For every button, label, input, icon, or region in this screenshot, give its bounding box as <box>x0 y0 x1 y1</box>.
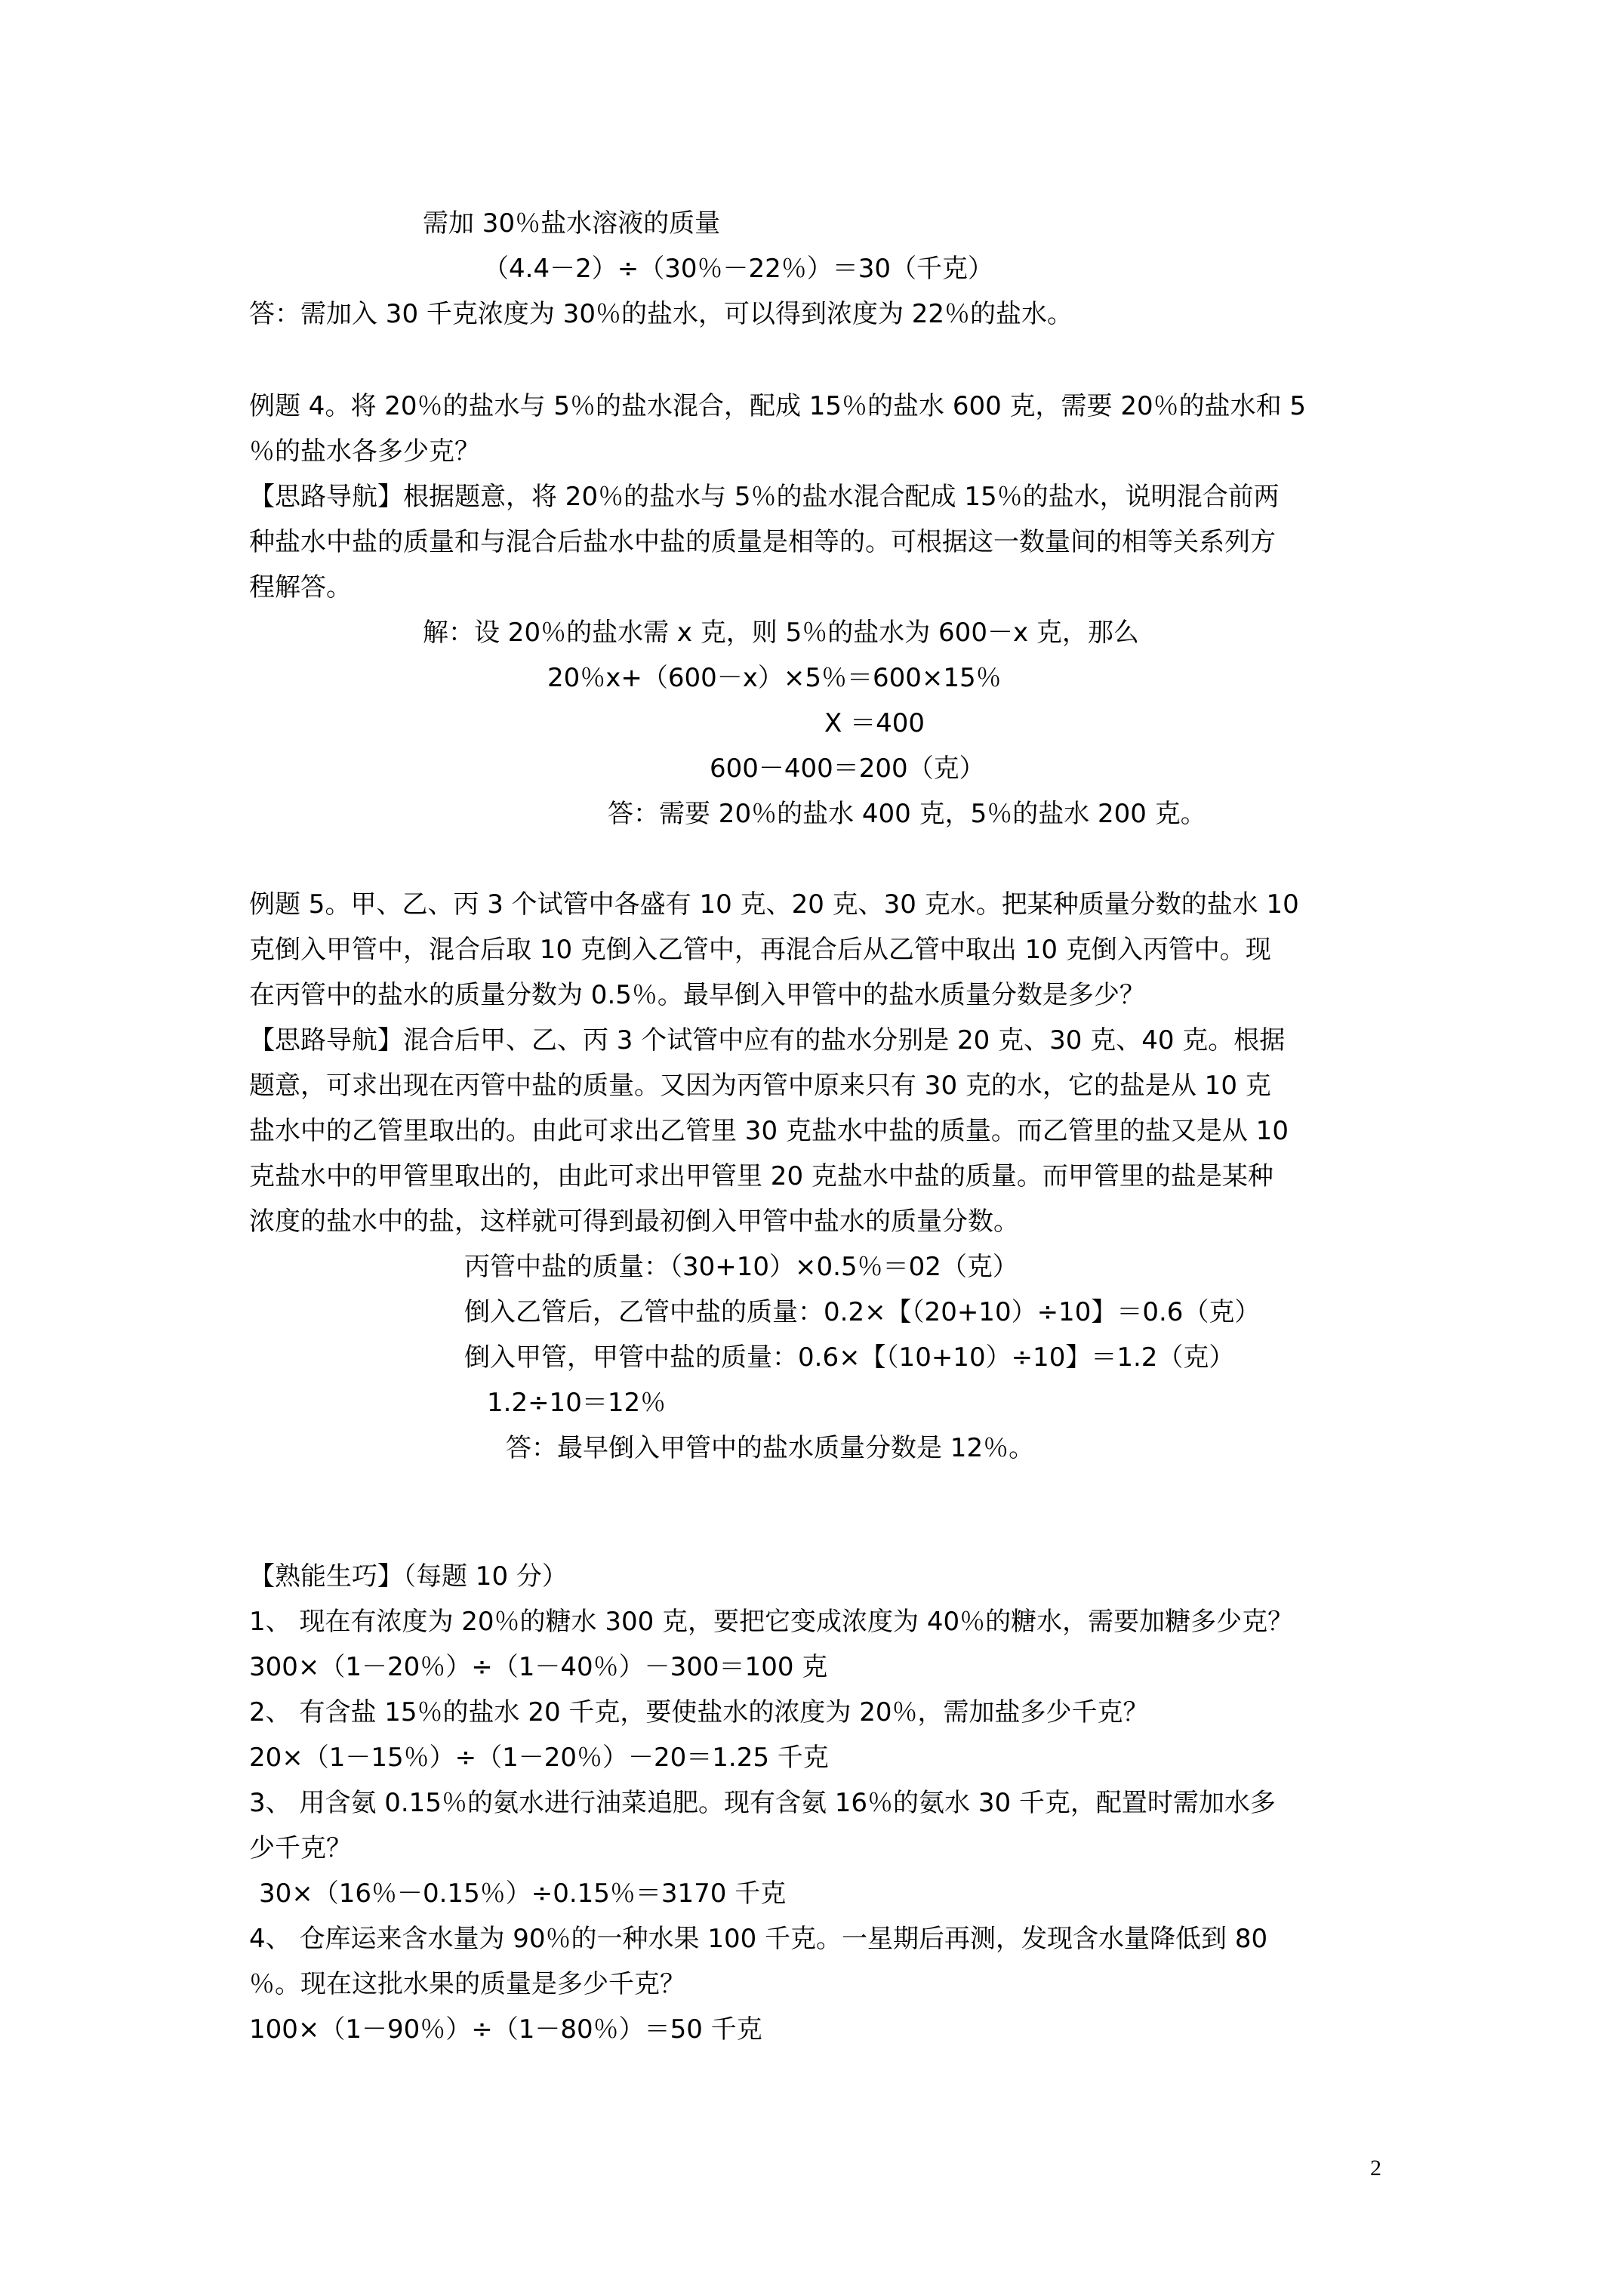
example-4-solution-x: X ＝400 <box>824 708 925 738</box>
example-4-question-line-1: 例题 4。将 20％的盐水与 5％的盐水混合，配成 15％的盐水 600 克，需要 20％的盐水和 5 <box>249 391 1307 421</box>
example-4-solution-line-1: 解：设 20％的盐水需 x 克，则 5％的盐水为 600－x 克，那么 <box>423 618 1139 648</box>
practice-4-question-line-2: ％。现在这批水果的质量是多少千克？ <box>249 1969 685 1999</box>
intro-equation: （4.4－2）÷（30％－22％）＝30（千克） <box>483 254 993 284</box>
example-5-question-line-2: 克倒入甲管中，混合后取 10 克倒入乙管中，再混合后从乙管中取出 10 克倒入丙管中。现 <box>249 935 1271 965</box>
example-4-question-line-2: ％的盐水各多少克？ <box>249 436 480 467</box>
example-5-solution-line-2: 倒入乙管后，乙管中盐的质量：0.2×【（20+10）÷10】＝0.6（克） <box>464 1297 1261 1327</box>
example-4-solution-equation: 20％x+（600－x）×5％＝600×15％ <box>547 663 1002 693</box>
example-5-guide-line-4: 克盐水中的甲管里取出的，由此可求出甲管里 20 克盐水中盐的质量。而甲管里的盐是某种 <box>249 1161 1273 1191</box>
practice-1-question: 1、 现在有浓度为 20％的糖水 300 克，要把它变成浓度为 40％的糖水，需要加糖多少克？ <box>249 1607 1294 1637</box>
example-5-solution-line-4: 1.2÷10＝12％ <box>487 1388 667 1418</box>
practice-heading: 【熟能生巧】（每题 10 分） <box>249 1561 568 1592</box>
practice-2-answer: 20×（1－15％）÷（1－20％）－20＝1.25 千克 <box>249 1743 829 1773</box>
practice-2-question: 2、 有含盐 15％的盐水 20 千克，要使盐水的浓度为 20％，需加盐多少千克？ <box>249 1697 1149 1727</box>
example-4-solution-line-4: 600－400＝200（克） <box>710 754 985 784</box>
page-number: 2 <box>1370 2156 1381 2180</box>
intro-answer: 答：需加入 30 千克浓度为 30％的盐水，可以得到浓度为 22％的盐水。 <box>249 299 1073 329</box>
example-5-guide-line-1: 【思路导航】混合后甲、乙、丙 3 个试管中应有的盐水分别是 20 克、30 克、40 克。根据 <box>249 1025 1286 1056</box>
intro-line-1: 需加 30％盐水溶液的质量 <box>423 208 721 239</box>
example-5-solution-line-1: 丙管中盐的质量：（30+10）×0.5％＝02（克） <box>464 1252 1018 1282</box>
practice-4-question-line-1: 4、 仓库运来含水量为 90％的一种水果 100 千克。一星期后再测，发现含水量降低到 80 <box>249 1924 1268 1954</box>
practice-4-answer: 100×（1－90％）÷（1－80％）＝50 千克 <box>249 2014 762 2045</box>
example-5-guide-line-3: 盐水中的乙管里取出的。由此可求出乙管里 30 克盐水中盐的质量。而乙管里的盐又是从 10 <box>249 1116 1289 1146</box>
example-5-question-line-3: 在丙管中的盐水的质量分数为 0.5％。最早倒入甲管中的盐水质量分数是多少？ <box>249 980 1145 1010</box>
practice-3-question-line-1: 3、 用含氨 0.15％的氨水进行油菜追肥。现有含氨 16％的氨水 30 千克，配置时需加水多 <box>249 1788 1276 1818</box>
example-5-solution-line-3: 倒入甲管，甲管中盐的质量：0.6×【（10+10）÷10】＝1.2（克） <box>464 1342 1235 1373</box>
example-5-answer: 答：最早倒入甲管中的盐水质量分数是 12％。 <box>506 1433 1035 1463</box>
example-4-guide-line-3: 程解答。 <box>249 572 352 603</box>
example-4-answer: 答：需要 20％的盐水 400 克，5％的盐水 200 克。 <box>608 799 1206 829</box>
practice-3-question-line-2: 少千克？ <box>249 1833 352 1863</box>
example-4-guide-line-2: 种盐水中盐的质量和与混合后盐水中盐的质量是相等的。可根据这一数量间的相等关系列方 <box>249 527 1276 557</box>
practice-1-answer: 300×（1－20％）÷（1－40％）－300＝100 克 <box>249 1652 828 1682</box>
example-5-question-line-1: 例题 5。甲、乙、丙 3 个试管中各盛有 10 克、20 克、30 克水。把某种质量分数的盐水 10 <box>249 889 1299 920</box>
example-5-guide-line-5: 浓度的盐水中的盐，这样就可得到最初倒入甲管中盐水的质量分数。 <box>249 1207 1019 1237</box>
example-5-guide-line-2: 题意，可求出现在丙管中盐的质量。又因为丙管中原来只有 30 克的水，它的盐是从 10 克 <box>249 1071 1271 1101</box>
example-4-guide-line-1: 【思路导航】根据题意，将 20％的盐水与 5％的盐水混合配成 15％的盐水，说明混合前两 <box>249 482 1280 512</box>
practice-3-answer: 30×（16％－0.15％）÷0.15％＝3170 千克 <box>259 1878 787 1909</box>
